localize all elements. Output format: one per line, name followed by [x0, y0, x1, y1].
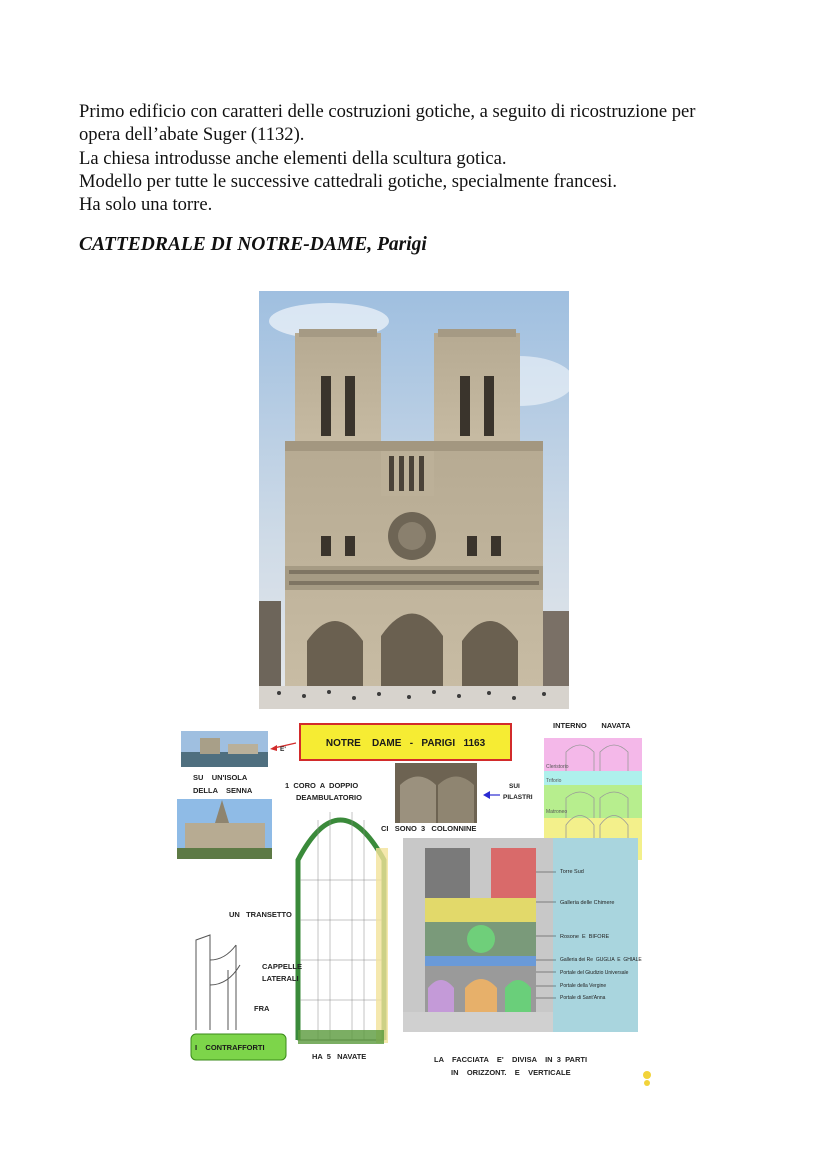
- cappelle-label-2: LATERALI: [262, 974, 299, 983]
- isola-label-1: SU UN'ISOLA: [193, 773, 248, 782]
- coro-label-2: DEAMBULATORIO: [296, 793, 362, 802]
- isola-label-2: DELLA SENNA: [193, 786, 253, 795]
- transetto-label: UN TRANSETTO: [229, 910, 292, 919]
- navata-level-label: Cleristorio: [546, 764, 569, 770]
- colonnine-label: CI SONO 3 COLONNINE: [381, 824, 477, 833]
- arrow-head: [270, 745, 277, 751]
- facciata-caption-2: IN ORIZZONT. E VERTICALE: [451, 1068, 571, 1077]
- facciata-caption-1: LA FACCIATA E' DIVISA IN 3 PARTI: [434, 1055, 588, 1064]
- pilastri-label-1: SUI: [509, 783, 520, 790]
- poster-title: NOTRE DAME - PARIGI 1163: [325, 738, 486, 749]
- facade-label: Portale della Vergine: [560, 983, 607, 989]
- intro-line: Modello per tutte le successive cattedrali gotiche, specialmente francesi.: [79, 170, 617, 192]
- facade-label: Rosone E BIFORE: [560, 934, 610, 940]
- contrafforti-label: I CONTRAFFORTI: [195, 1043, 265, 1052]
- facade-label: Galleria dei Re GUGLIA E GHIALE: [560, 957, 642, 963]
- mascot-icon: [643, 1071, 651, 1086]
- apse-photo: [177, 799, 272, 859]
- intro-line: La chiesa introdusse anche elementi della scultura gotica.: [79, 147, 507, 169]
- intro-line: Ha solo una torre.: [79, 194, 213, 216]
- coro-label-1: 1 CORO A DOPPIO: [285, 781, 359, 790]
- interno-label: INTERNO NAVATA: [553, 721, 631, 730]
- floor-plan: [298, 812, 388, 1044]
- facade-label: Portale del Giudizio Universale: [560, 970, 629, 976]
- intro-line: Primo edificio con caratteri delle costruzioni gotiche, a seguito di ricostruzione per: [79, 101, 696, 122]
- arrow-head: [483, 791, 490, 799]
- e-label: E': [280, 746, 286, 753]
- cappelle-label-1: CAPPELLE: [262, 962, 303, 971]
- facade-label: Galleria delle Chimere: [560, 900, 615, 906]
- facade-label: Torre Sud: [560, 869, 584, 875]
- navata-level-label: Triforio: [546, 778, 562, 784]
- facade-label: Portale di Sant'Anna: [560, 995, 606, 1001]
- navate-label: HA 5 NAVATE: [312, 1052, 367, 1061]
- interior-nave-photo: [395, 763, 477, 823]
- buttress-drawing: [196, 935, 240, 1030]
- pilastri-label-2: PILASTRI: [503, 794, 533, 801]
- seine-island-photo: [181, 731, 268, 767]
- intro-line: opera dell’abate Suger (1132).: [79, 124, 305, 146]
- navata-level-label: Matroneo: [546, 809, 568, 815]
- heading-title: CATTEDRALE DI NOTRE-DAME,: [79, 234, 373, 255]
- fra-label: FRA: [254, 1004, 270, 1013]
- heading-city: Parigi: [372, 234, 427, 255]
